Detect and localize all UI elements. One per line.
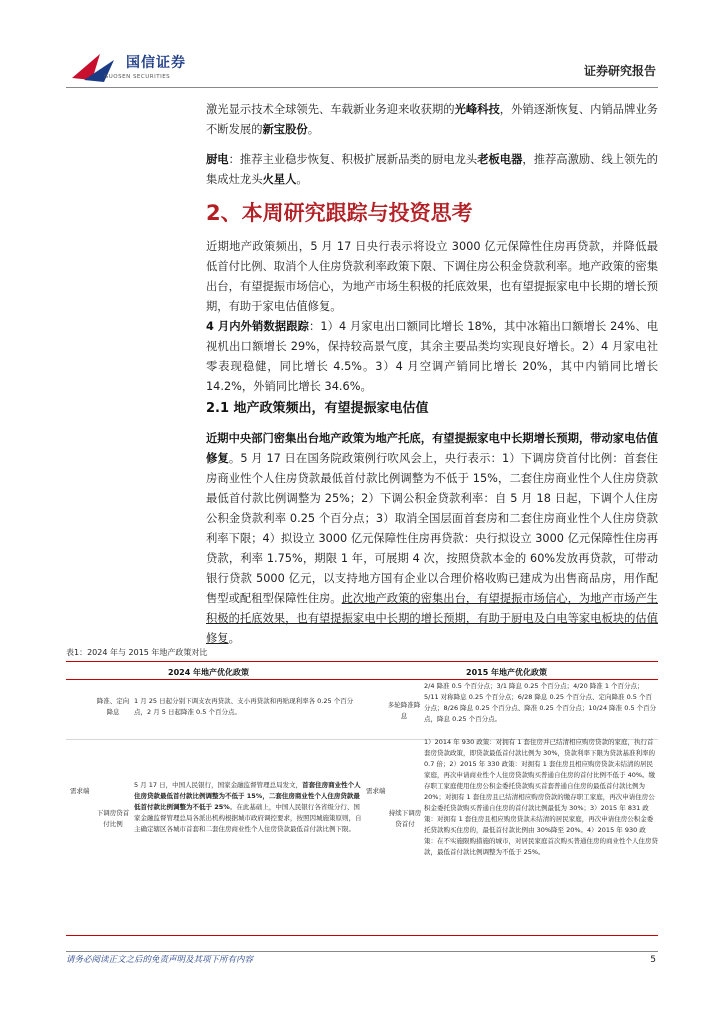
table-caption: 表1：2024 年与 2015 年地产政策对比 <box>66 648 208 657</box>
table-row2-2024: 5 月 17 日，中国人民银行，国家金融监督管理总局发文，首套住房商业性个人住房贷款最低首付款比例调整为不低于 15%，二套住房商业性个人住房贷款最低首付款比例调整为不低于 25%。在此基础上，中国人民银行各省级分行、国家金融监督管理总局各派出机构根据城市政府调控要求，按照因城施策原则，自主确定辖区各城市首套和二套住房商业性个人住房贷款最低首付款比例下限。 <box>134 781 362 833</box>
table-header-rule <box>66 679 658 680</box>
table-side-label-2015: 需求端 <box>366 787 386 795</box>
logo-text: 国信证券 <box>126 55 186 71</box>
logo-subtitle: GUOSEN SECURITIES <box>104 74 171 80</box>
table-row2-2015: 1）2014 年 930 政策：对拥有 1 套住房并已结清相应购房贷款的家庭，执行首套房贷款政策，即贷款最低首付款比例为 30%，贷款利率下限为贷款基准利率的 0.7 倍；2）2015 年 330 政策：对拥有 1 套住房且相应购房贷款未结清的居民家庭，再次申请商业性个人住房贷款购买普通自住房的首付比例不低于 40%。缴存职工家庭使用住房公积金委托贷款购买首套普通自住房的最低首付款比例为 20%；对拥有 1 套住房且已结清相应购房贷款的缴存职工家庭，再次申请住房公积金委托贷款购买普通自住房的首付款比例最低为 30%；3）2015 年 831 政策：对拥有 1 套住房且相应购房贷款未结清的居民家庭，再次申请住房公积金委托贷款购买住房的，最低首付款比例由 30%降至 20%。4）2015 年 930 政策：在不实施限购措施的城市，对居民家庭首次购买普通住房的商业性个人住房贷款，最低首付款比例调整为不低于 25%。 <box>424 738 658 856</box>
table-row1-2015-label: 多轮降准降息 <box>387 701 421 720</box>
table-row1-2024: 1 月 25 日起分别下调支农再贷款、支小再贷款和再贴现利率各 0.25 个百分点，2 月 5 日起降准 0.5 个百分点。 <box>134 697 354 716</box>
page-number: 5 <box>650 955 656 965</box>
section-paragraph-2: 4 月内外销数据跟踪：1）4 月家电出口额同比增长 18%，其中冰箱出口额增长 24%、电视机出口额增长 29%，保持较高景气度，其余主要品类均实现良好增长。2）4 月家电社零表现稳健，同比增长 4.5%。3）4 月空调产销同比增长 20%，其中内销同比增长 14.2%，外销同比增长 34.6%。 <box>206 320 659 393</box>
table-top-rule <box>66 661 658 662</box>
table-bottom-rule <box>66 935 658 936</box>
report-type: 证券研究报告 <box>583 64 656 78</box>
section-title: 2、本周研究跟踪与投资思考 <box>206 201 473 225</box>
table-row2-2015-label: 持续下调房贷首付 <box>388 809 422 828</box>
table-header-2024: 2024 年地产优化政策 <box>168 668 250 677</box>
table-row2-label: 下调房贷首付比例 <box>96 809 130 828</box>
disclaimer: 请务必阅读正文之后的免责声明及其项下所有内容 <box>66 955 254 965</box>
table-side-label: 需求端 <box>70 787 90 795</box>
header-divider <box>66 87 658 88</box>
intro-paragraph-1: 激光显示技术全球领先、车载新业务迎来收获期的光峰科技，外销逐渐恢复、内销品牌业务不断发展的新宝股份。 <box>206 103 658 136</box>
table-row1-2015: 2/4 降准 0.5 个百分点；3/1 降息 0.25 个百分点；4/20 降准 1 个百分点；5/11 对称降息 0.25 个百分点；6/28 降息 0.25 个百分点、定向降准 0.5 个百分点；8/26 降息 0.25 个百分点、降准 0.25 个百分点；10/24 降准 0.5 个百分点，降息 0.25 个百分点。 <box>424 682 657 723</box>
table-row1-label: 降准、定向降息 <box>96 697 130 716</box>
table-header-2015: 2015 年地产优化政策 <box>466 668 548 677</box>
footer-divider <box>66 951 658 952</box>
section-paragraph-1: 近期地产政策频出，5 月 17 日央行表示将设立 3000 亿元保障性住房再贷款，并降低最低首付比例、取消个人住房贷款利率政策下限、下调住房公积金贷款利率。地产政策的密集出台，有望提振市场信心，为地产市场生积极的托底效果，也有望提振家电中长期的增长预期，有助于家电估值修复。 <box>206 240 658 313</box>
section-paragraph-3: 近期中央部门密集出台地产政策为地产托底，有望提振家电中长期增长预期，带动家电估值修复。5 月 17 日在国务院政策例行吹风会上，央行表示：1）下调房贷首付比例：首套住房商业性个人住房贷款最低首付款比例调整为不低于 15%，二套住房商业性个人住房贷款最低首付款比例调整为 25%；2）下调公积金贷款利率：自 5 月 18 日起，下调个人住房公积金贷款利率 0.25 个百分点；3）取消全国层面首套房和二套住房商业性个人住房贷款利率下限；4）拟设立 3000 亿元保障性住房再贷款：央行拟设立 3000 亿元保障性住房再贷款，利率 1.75%，期限 1 年，可展期 4 次，按照贷款本金的 60%发放再贷款，可带动银行贷款 5000 亿元，以支持地方国有企业以合理价格收购已建成为出售商品房，用作配售型或配租型保障性住房。此次地产政策的密集出台，有望提振市场信心，为地产市场产生积极的托底效果，也有望提振家电中长期的增长预期，有助于厨电及白电等家电板块的估值修复。 <box>206 432 658 645</box>
subsection-title: 2.1 地产政策频出，有望提振家电估值 <box>206 401 429 416</box>
intro-paragraph-2: 厨电：推荐主业稳步恢复、积极扩展新品类的厨电龙头老板电器，推荐高激励、线上领先的集成灶龙头火星人。 <box>206 153 658 186</box>
